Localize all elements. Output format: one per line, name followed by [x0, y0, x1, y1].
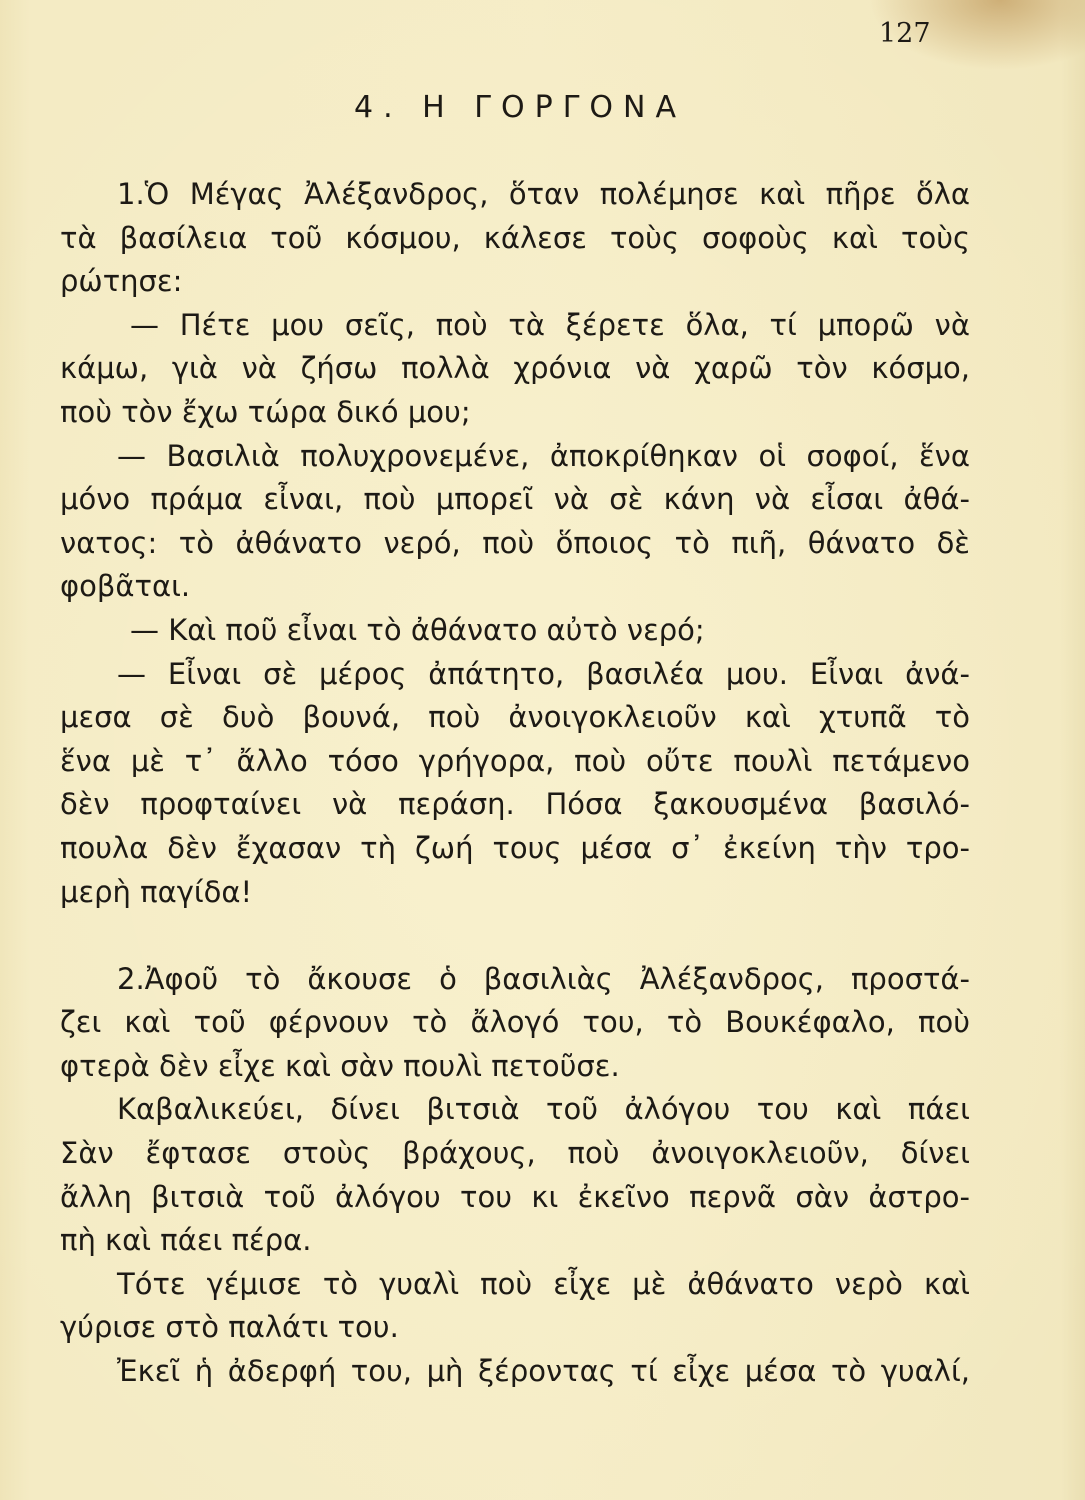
text-line [60, 1176, 970, 1220]
text-line-content: νατος: τὸ ἀθάνατο νερό, ποὺ ὅποιος τὸ πιῆ, θάνατο δὲ [60, 525, 970, 560]
text-line [117, 173, 970, 217]
text-line-content: — Πέτε μου σεῖς, ποὺ τὰ ξέρετε ὅλα, τί μπορῶ νὰ [130, 307, 970, 342]
text-line [60, 827, 970, 871]
text-line-content: πὴ καὶ πάει πέρα. [60, 1223, 312, 1258]
text-line-content: ποὺ τὸν ἔχω τώρα δικό μου; [60, 394, 471, 429]
text-line-content: μεσα σὲ δυὸ βουνά, ποὺ ἀνοιγοκλειοῦν καὶ χτυπᾶ τὸ [60, 700, 970, 735]
text-line [117, 1088, 970, 1132]
section-1 [60, 173, 970, 914]
text-line [60, 522, 970, 566]
text-line-content: μόνο πράμα εἶναι, ποὺ μπορεῖ νὰ σὲ κάνη νὰ εἶσαι ἀθά- [60, 482, 970, 517]
text-line [60, 260, 970, 304]
body-text [60, 173, 970, 1394]
text-line-content: Σὰν ἔφτασε στοὺς βράχους, ποὺ ἀνοιγοκλειοῦν, δίνει [60, 1136, 970, 1171]
text-line-content: φοβᾶται. [60, 569, 191, 604]
text-line [60, 347, 970, 391]
text-line-content: φτερὰ δὲν εἶχε καὶ σὰν πουλὶ πετοῦσε. [60, 1048, 620, 1083]
text-line-content: — Καὶ ποῦ εἶναι τὸ ἀθάνατο αὐτὸ νερό; [130, 612, 705, 647]
text-line-content: ἄλλη βιτσιὰ τοῦ ἀλόγου του κι ἐκεῖνο περνᾶ σὰν ἀστρο- [60, 1179, 970, 1214]
text-line-content: ἕνα μὲ τ᾿ ἄλλο τόσο γρήγορα, ποὺ οὔτε πουλὶ πετάμενο [60, 743, 970, 778]
text-line-content: Ἐκεῖ ἡ ἀδερφή του, μὴ ξέροντας τί εἶχε μέσα τὸ γυαλί, [117, 1354, 970, 1389]
text-line [60, 565, 970, 609]
text-line [117, 1350, 970, 1394]
text-line [60, 1306, 970, 1350]
text-line-content: μερὴ παγίδα! [60, 874, 253, 909]
text-line [130, 609, 970, 653]
text-line [60, 696, 970, 740]
text-line [60, 871, 970, 915]
text-line [60, 740, 970, 784]
text-line-content: 2.Ἀφοῦ τὸ ἄκουσε ὁ βασιλιὰς Ἀλέξανδρος, προστά- [117, 961, 970, 996]
text-line [60, 1219, 970, 1263]
text-line-content: κάμω, γιὰ νὰ ζήσω πολλὰ χρόνια νὰ χαρῶ τὸν κόσμο, [60, 351, 970, 386]
text-line [117, 653, 970, 697]
text-line-content: Τότε γέμισε τὸ γυαλὶ ποὺ εἶχε μὲ ἀθάνατο νερὸ καὶ [117, 1266, 970, 1301]
text-line-content: πουλα δὲν ἔχασαν τὴ ζωή τους μέσα σ᾿ ἐκείνη τὴν τρο- [60, 830, 970, 865]
text-line [60, 1045, 970, 1089]
text-line-content: ζει καὶ τοῦ φέρνουν τὸ ἄλογό του, τὸ Βουκέφαλο, ποὺ [60, 1005, 970, 1040]
text-line-content: Καβαλικεύει, δίνει βιτσιὰ τοῦ ἀλόγου του καὶ πάει [117, 1092, 970, 1127]
text-line [60, 1001, 970, 1045]
text-line [130, 304, 970, 348]
text-line [60, 391, 970, 435]
text-line [117, 958, 970, 1002]
text-line [60, 783, 970, 827]
page-number: 127 [879, 18, 931, 49]
text-line [60, 1132, 970, 1176]
text-line-content: 1.Ὁ Μέγας Ἀλέξανδρος, ὅταν πολέμησε καὶ πῆρε ὅλα [117, 177, 970, 211]
text-line [60, 478, 970, 522]
text-line-content: τὰ βασίλεια τοῦ κόσμου, κάλεσε τοὺς σοφοὺς καὶ τοὺς [60, 220, 970, 255]
text-line-content: γύρισε στὸ παλάτι του. [60, 1310, 399, 1345]
text-line-content: δὲν προφταίνει νὰ περάση. Πόσα ξακουσμένα βασιλό- [60, 787, 970, 822]
text-line [60, 217, 970, 261]
text-line-content: — Εἶναι σὲ μέρος ἀπάτητο, βασιλέα μου. Εἶναι ἀνά- [117, 656, 970, 691]
text-line [117, 435, 970, 479]
text-line-content: ρώτησε: [60, 264, 183, 299]
chapter-title: 4. Η ΓΟΡΓΟΝΑ [354, 90, 686, 125]
text-line-content: — Βασιλιὰ πολυχρονεμένε, ἀποκρίθηκαν οἱ σοφοί, ἕνα [117, 438, 970, 473]
section-2 [60, 958, 970, 1394]
text-line [117, 1263, 970, 1307]
